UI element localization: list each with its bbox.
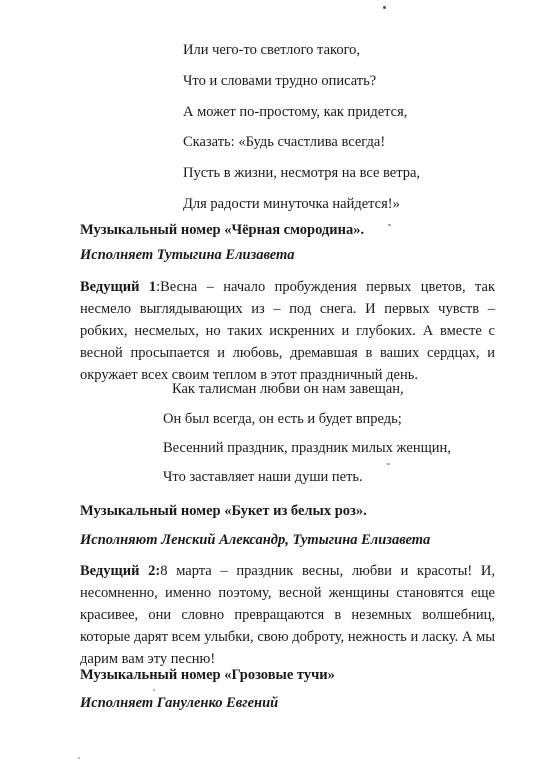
music-number-2-performer: Исполняют Ленский Александр, Тутыгина Елизавета — [80, 532, 431, 548]
host-1-paragraph — [80, 276, 495, 386]
scan-speck — [383, 6, 386, 9]
host-1-label: Ведущий 1 — [80, 279, 157, 295]
scan-speck — [388, 224, 391, 226]
host-1-text: :Весна – начало пробуждения первых цветов, так несмело выглядывающих из – под снега. И первых чувств – робких, несмелых, но таких искренних и глубоких. А вместе с весной просыпается и любовь, дремавшая в ваших сердцах, и окружает всех своим теплом в этот праздничный день. — [80, 279, 495, 383]
music-number-3-performer: Исполняет Гануленко Евгений — [80, 695, 279, 711]
verse-1-line-6: Для радости минуточка найдется!» — [183, 196, 400, 212]
scan-speck — [387, 463, 390, 465]
verse-2-line-4: Что заставляет наши души петь. — [163, 469, 363, 485]
verse-2-line-1: Как талисман любви он нам завещан, — [172, 381, 404, 397]
verse-1-line-2: Что и словами трудно описать? — [183, 73, 377, 89]
scan-speck — [153, 689, 155, 691]
verse-2-line-3: Весенний праздник, праздник милых женщин, — [163, 440, 451, 456]
verse-1-line-4: Сказать: «Будь счастлива всегда! — [183, 134, 386, 150]
verse-1-line-1: Или чего-то светлого такого, — [183, 42, 361, 58]
music-number-2-title: Музыкальный номер «Букет из белых роз». — [80, 503, 367, 519]
music-number-1-performer: Исполняет Тутыгина Елизавета — [80, 247, 295, 263]
verse-2-line-2: Он был всегда, он есть и будет впредь; — [163, 411, 402, 427]
music-number-1-title: Музыкальный номер «Чёрная смородина». — [80, 222, 365, 238]
verse-1-line-5: Пусть в жизни, несмотря на все ветра, — [183, 165, 421, 181]
music-number-3-title: Музыкальный номер «Грозовые тучи» — [80, 667, 335, 683]
host-2-paragraph — [80, 560, 495, 670]
host-2-text: 8 марта – праздник весны, любви и красоты! И, несомненно, именно поэтому, весной женщины становятся еще красивее, они словно превращаются в неземных волшебниц, которые дарят всем улыбки, свою доброту, нежность и ласку. А мы дарим вам эту песню! — [80, 563, 495, 667]
scan-speck — [78, 757, 80, 759]
host-2-label: Ведущий 2: — [80, 563, 161, 579]
verse-1-line-3: А может по-простому, как придется, — [183, 104, 408, 120]
